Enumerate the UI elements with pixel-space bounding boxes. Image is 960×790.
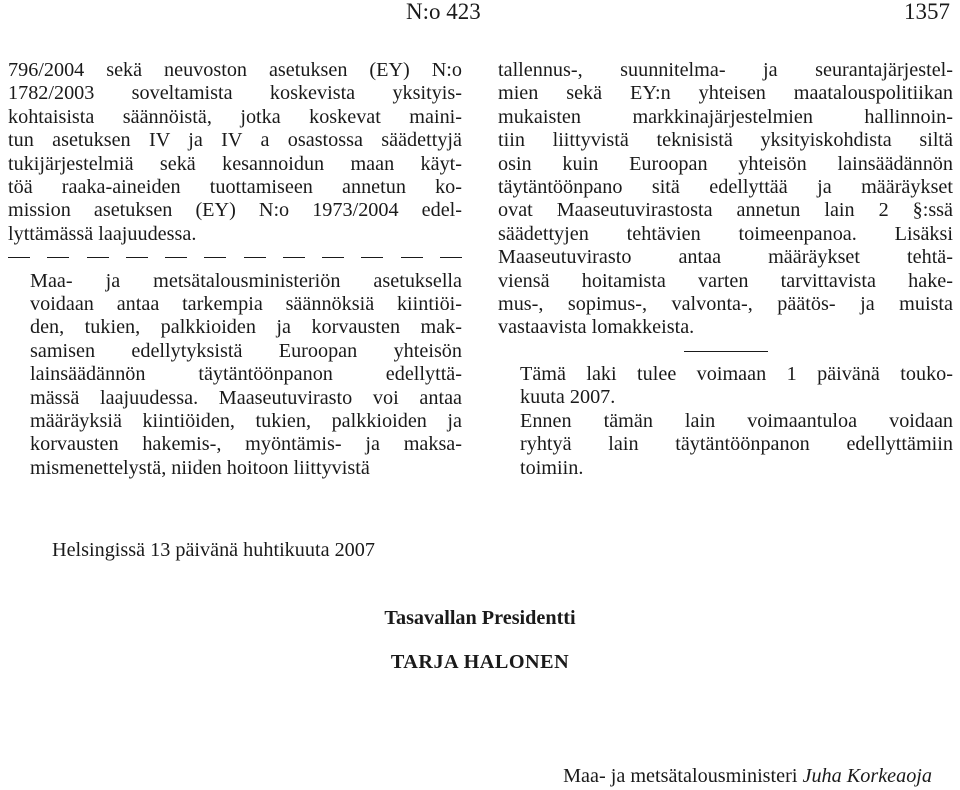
text-line: Tämä laki tulee voimaan 1 päivänä touko- [520, 362, 953, 385]
president-name: TARJA HALONEN [390, 651, 570, 673]
text-line: tiin liittyvistä teknisistä yksityiskohdista siltä [498, 129, 953, 152]
section-dash-separator [8, 246, 462, 269]
text-line: vastaavista lomakkeista. [498, 316, 695, 339]
place-and-date: Helsingissä 13 päivänä huhtikuuta 2007 [52, 539, 375, 561]
left-paragraph-1 [8, 59, 462, 246]
section-rule [684, 351, 768, 352]
law-number: N:o 423 [406, 0, 481, 24]
text-line: lainsäädännön täytäntöönpanon edellyttä- [30, 363, 462, 386]
text-line: ryhtyä lain täytäntöönpanon edellyttämiin [520, 433, 953, 456]
text-line: 1782/2003 soveltamista koskevista yksityis- [8, 82, 462, 105]
text-line: voidaan antaa tarkempia säännöksiä kiintiöi- [30, 293, 462, 316]
text-line: toimiin. [520, 456, 584, 479]
text-line: mission asetuksen (EY) N:o 1973/2004 edel- [8, 199, 462, 222]
text-line: kuuta 2007. [520, 386, 616, 409]
page-header [0, 0, 960, 30]
president-title: Tasavallan Presidentti [384, 607, 576, 629]
text-line: tun asetuksen IV ja IV a osastossa säädettyjä [8, 129, 462, 152]
right-column [498, 59, 953, 480]
text-line: säädettyjen tehtävien toimeenpanoa. Lisäksi [498, 222, 953, 245]
text-line: 796/2004 sekä neuvoston asetuksen (EY) N:o [8, 59, 462, 81]
text-line: den, tukien, palkkioiden ja korvausten mak- [30, 316, 462, 339]
text-line: tukijärjestelmiä sekä kesannoidun maan käyt- [8, 152, 462, 175]
page-number: 1357 [904, 0, 950, 24]
text-line: korvausten hakemis-, myöntämis- ja maksa- [30, 433, 462, 456]
left-paragraph-2 [8, 270, 462, 481]
text-line: mus-, sopimus-, valvonta-, päätös- ja muista [498, 293, 953, 316]
minister-title: Maa- ja metsätalousministeri [563, 765, 798, 787]
minister-signature [563, 764, 932, 788]
right-paragraph-3 [498, 410, 953, 480]
text-line: mukaisten markkinajärjestelmien hallinnoin- [498, 105, 953, 128]
text-line: Ennen tämän lain voimaantuloa voidaan [520, 409, 953, 432]
text-line: tallennus-, suunnitelma- ja seurantajärjestel- [498, 59, 953, 81]
text-line: ovat Maaseutuvirastosta annetun lain 2 §:ssä [498, 199, 953, 222]
text-line: mässä laajuudessa. Maaseutuvirasto voi antaa [30, 386, 462, 409]
left-column [8, 59, 462, 480]
minister-name: Juha Korkeaoja [802, 765, 932, 787]
text-line: määräyksiä kiintiöiden, tukien, palkkioiden ja [30, 410, 462, 433]
text-line: Maa- ja metsätalousministeriön asetuksella [30, 269, 462, 292]
text-line: samisen edellytyksistä Euroopan yhteisön [30, 339, 462, 362]
text-line: Maaseutuvirasto antaa määräykset tehtä- [498, 246, 953, 269]
text-line: viensä hoitamista varten tarvittavista hake- [498, 269, 953, 292]
text-line: lyttämässä laajuudessa. [8, 222, 197, 245]
text-line: täytäntöönpano sitä edellyttää ja määräykset [498, 176, 953, 199]
right-paragraph-2 [498, 363, 953, 410]
text-line: mismenettelystä, niiden hoitoon liittyvistä [30, 456, 370, 479]
text-line: osin kuin Euroopan yhteisön lainsäädännön [498, 152, 953, 175]
right-paragraph-1 [498, 59, 953, 340]
text-line: kohtaisista säännöistä, jotka koskevat maini- [8, 105, 462, 128]
text-line: töä raaka-aineiden tuottamiseen annetun ko- [8, 176, 462, 199]
text-line: mien sekä EY:n yhteisen maatalouspolitiikan [498, 82, 953, 105]
